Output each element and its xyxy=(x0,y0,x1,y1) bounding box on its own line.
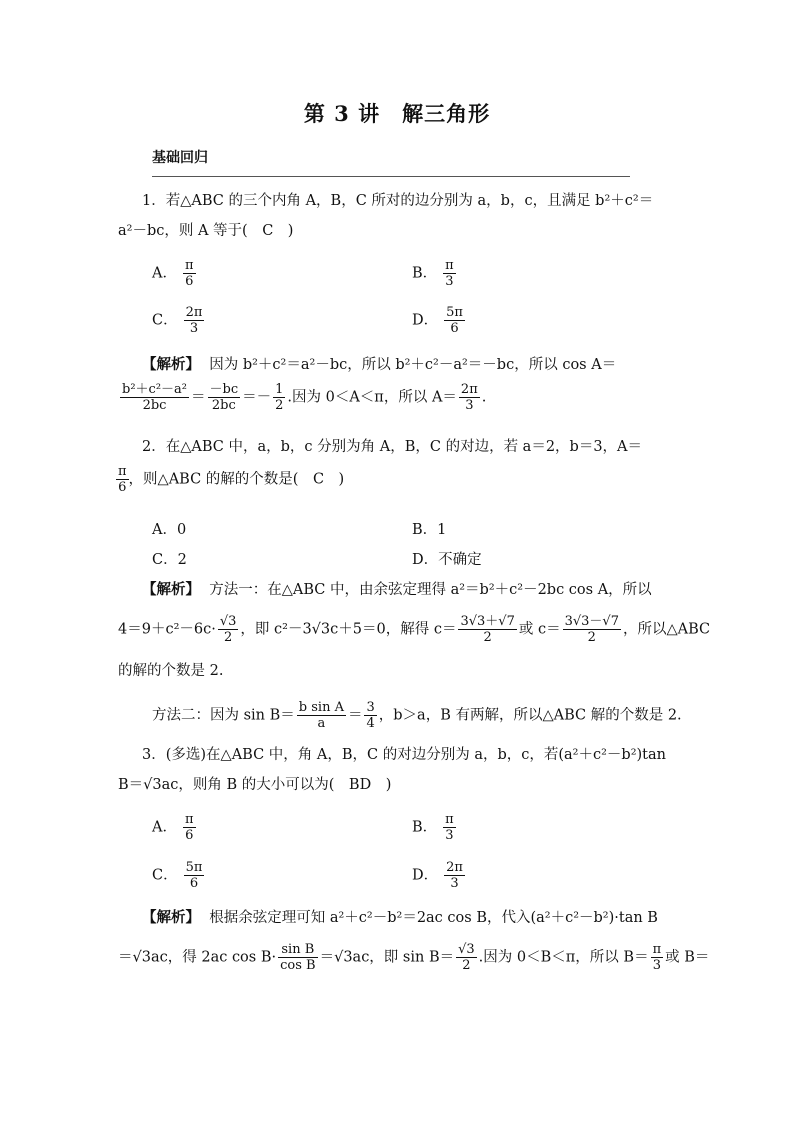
q2-option-c: C．2 xyxy=(152,552,187,568)
q3-stem-line2: B＝√3ac，则角 B 的大小可以为( BD ) xyxy=(118,777,392,793)
q1-stem-line2: a²－bc，则 A 等于( C ) xyxy=(118,223,294,239)
q2-stem-line2: $\frac{\pi}{6}$ ，则△ABC 的解的个数是( C ) xyxy=(118,464,345,495)
q2-analysis-line3: 的解的个数是 2. xyxy=(118,663,224,679)
q3-option-b: B． $\frac{\pi}{3}$ xyxy=(412,812,454,843)
q1-option-b: B． $\frac{\pi}{3}$ xyxy=(412,258,454,289)
q1-analysis-line2: $\frac{\text{b²＋c²－a²}}{2bc}$ ＝ $\frac{-bc}{2bc}$ ＝－ $\frac{1}{2}$ .因为 0＜A＜π，所以 A＝ $\frac{2\pi}{3}$ . xyxy=(122,382,487,413)
q1-option-c: C． $\frac{2\pi}{3}$ xyxy=(152,305,203,336)
q1-stem-line1: 1．若△ABC 的三个内角 A，B，C 所对的边分别为 a，b，c，且满足 b²＋c²＝ xyxy=(142,193,654,209)
q3-option-d: D． $\frac{2\pi}{3}$ xyxy=(412,860,463,891)
q1-option-d: D． $\frac{5\pi}{6}$ xyxy=(412,305,463,336)
q2-method2: 方法二：因为 sin B＝ $\frac{\text{b sin A}}{a}$ ＝ $\frac{3}{4}$ ，b＞a，B 有两解，所以△ABC 解的个数是 2. xyxy=(152,700,682,731)
q2-stem-line1: 2．在△ABC 中，a，b，c 分别为角 A，B，C 的对边，若 a＝2，b＝3，A＝ xyxy=(142,439,643,455)
q3-analysis-line2: ＝√3ac，得 2ac cos B· $\frac{\text{sin B}}{\text{cos B}}$ ＝√3ac，即 sin B＝ $\frac{√3}{2}$ .因为 0＜B＜π，所以 B＝ $\frac{\pi}{3}$ 或 B＝ xyxy=(118,942,710,973)
q1-option-a: A． $\frac{\pi}{6}$ xyxy=(152,258,194,289)
q2-analysis-line1: 【解析】 方法一：在△ABC 中，由余弦定理得 a²＝b²＋c²－2bc cos A，所以 xyxy=(142,582,652,598)
q3-option-a: A． $\frac{\pi}{6}$ xyxy=(152,812,194,843)
section-heading: 基础回归 xyxy=(152,150,208,166)
q2-analysis-line2: 4＝9＋c²－6c· $\frac{√3}{2}$ ，即 c²－3√3c＋5＝0，解得 c＝ $\frac{3√3+√7}{2}$ 或 c＝ $\frac{3√3-√7}{2}$ ，所以△ABC xyxy=(118,614,711,645)
q1-analysis-line1: 【解析】 因为 b²＋c²＝a²－bc，所以 b²＋c²－a²＝－bc，所以 cos A＝ xyxy=(142,357,617,373)
q3-analysis-line1: 【解析】 根据余弦定理可知 a²＋c²－b²＝2ac cos B，代入(a²＋c²－b²)·tan B xyxy=(142,910,658,926)
q2-option-a: A．0 xyxy=(152,522,187,538)
section-divider xyxy=(152,176,630,177)
q3-stem-line1: 3．(多选)在△ABC 中，角 A，B，C 的对边分别为 a，b，c，若(a²＋c²－b²)tan xyxy=(142,747,666,763)
q2-option-d: D．不确定 xyxy=(412,552,482,568)
q2-option-b: B．1 xyxy=(412,522,447,538)
q3-option-c: C． $\frac{5\pi}{6}$ xyxy=(152,860,203,891)
page-title: 第 3 讲 解三角形 xyxy=(303,101,491,126)
